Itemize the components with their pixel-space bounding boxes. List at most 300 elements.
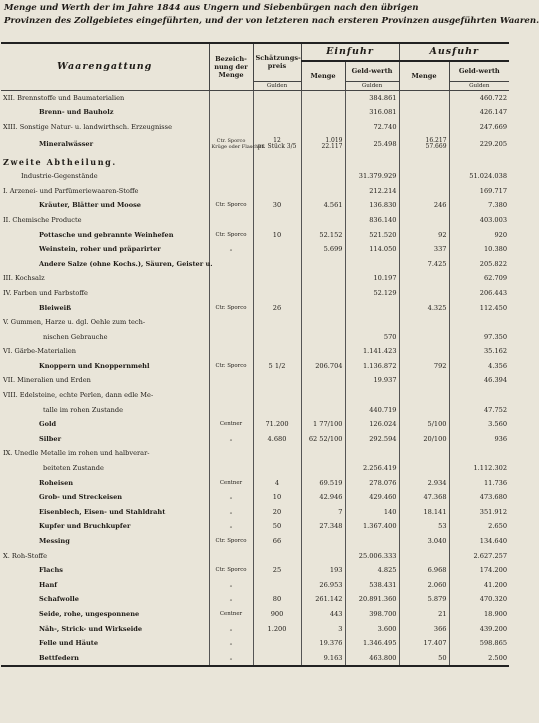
row-import-quantity [301, 213, 345, 228]
row-export-value: 18.900 [449, 607, 509, 622]
row-designation [209, 329, 253, 344]
row-export-value: 920 [449, 227, 509, 242]
row-import-quantity: 69.519 [301, 475, 345, 490]
table-row [1, 183, 509, 198]
goods-table [1, 42, 509, 667]
row-price [253, 169, 301, 184]
row-goods-label: Eisenblech, Eisen- und Stahldraht [39, 507, 166, 516]
row-export-quantity: 92 [399, 227, 449, 242]
row-goods-label: XII. Brennstoffe und Baumaterialien [3, 93, 125, 102]
row-export-value: 62.709 [449, 271, 509, 286]
row-export-quantity: 18.141 [399, 505, 449, 520]
row-goods-name [1, 402, 209, 417]
table-row [1, 388, 509, 403]
row-import-value: 398.700 [345, 607, 399, 622]
row-import-quantity: 4.561 [301, 198, 345, 213]
row-price [253, 446, 301, 461]
row-export-quantity [399, 388, 449, 403]
row-import-quantity [301, 534, 345, 549]
row-export-quantity [399, 213, 449, 228]
table-row [1, 169, 509, 184]
row-designation [209, 461, 253, 476]
row-designation [209, 446, 253, 461]
row-export-value: 97.350 [449, 329, 509, 344]
table-row [1, 373, 509, 388]
row-import-value: 4.825 [345, 563, 399, 578]
row-import-value: 25.498 [345, 134, 399, 154]
table-row [1, 256, 509, 271]
row-goods-label: Brenn- und Bauholz [39, 108, 114, 117]
row-export-value: 174.200 [449, 563, 509, 578]
table-row [1, 359, 509, 374]
row-designation-line: Ctr. Sporco [216, 138, 246, 145]
row-export-quantity [399, 373, 449, 388]
header-designation [209, 43, 253, 90]
row-goods-label: Kupfer und Bruchkupfer [39, 522, 131, 531]
row-export-value [449, 446, 509, 461]
row-goods-label: Bleiweiß [39, 303, 72, 312]
table-row [1, 402, 509, 417]
row-import-value: 20.891.360 [345, 592, 399, 607]
row-goods-label: Hanf [39, 580, 58, 589]
row-designation: „ [209, 592, 253, 607]
row-export-value: 4.356 [449, 359, 509, 374]
row-designation: „ [209, 650, 253, 666]
row-price: 10 [253, 490, 301, 505]
row-import-value: 126.024 [345, 417, 399, 432]
row-goods-label: I. Arzenei- und Parfümeriewaaren-Stoffe [3, 186, 139, 195]
header-import-unit-text: Gulden [361, 82, 383, 89]
row-goods-name [1, 592, 209, 607]
row-designation [209, 169, 253, 184]
table-row [1, 446, 509, 461]
row-export-quantity: 337 [399, 242, 449, 257]
row-export-quantity-line: 16.217 [425, 137, 447, 145]
row-import-quantity [301, 388, 345, 403]
row-goods-name [1, 432, 209, 447]
row-goods-name [1, 227, 209, 242]
row-goods-label: Andere Salze (ohne Kochs.), Säuren, Geister u. [39, 259, 213, 268]
row-price: 4.680 [253, 432, 301, 447]
row-designation [209, 105, 253, 120]
table-body [1, 90, 509, 666]
table-row [1, 621, 509, 636]
row-import-quantity [301, 154, 345, 169]
row-goods-label: Mineralwässer [39, 140, 94, 149]
row-export-quantity: 792 [399, 359, 449, 374]
row-import-value: 3.600 [345, 621, 399, 636]
row-designation [209, 402, 253, 417]
table-row [1, 105, 509, 120]
row-export-quantity [399, 183, 449, 198]
row-import-value: 384.861 [345, 90, 399, 105]
header-export-unit-text: Gulden [469, 82, 490, 89]
row-export-value: 936 [449, 432, 509, 447]
header-import-value [345, 61, 399, 81]
row-designation: „ [209, 621, 253, 636]
row-goods-label: nischen Gebrauche [43, 332, 108, 341]
row-import-quantity [301, 344, 345, 359]
row-import-quantity [301, 120, 345, 135]
row-export-quantity: 20/100 [399, 432, 449, 447]
row-export-value [449, 154, 509, 169]
row-price-line: 12 [273, 137, 281, 145]
row-import-quantity-line: 1.019 [325, 137, 343, 145]
row-import-quantity [301, 169, 345, 184]
header-import-quantity [301, 61, 345, 90]
row-export-value: 439.200 [449, 621, 509, 636]
row-import-value: 31.379.929 [345, 169, 399, 184]
row-goods-name [1, 636, 209, 651]
row-export-value: 7.380 [449, 198, 509, 213]
row-price-line: pr. Stück 3/5 [257, 143, 297, 151]
row-goods-label: V. Gummen, Harze u. dgl. Oehle zum tech- [3, 318, 146, 327]
row-goods-name [1, 650, 209, 666]
row-price [253, 183, 301, 198]
row-import-value [345, 446, 399, 461]
row-import-value: 836.140 [345, 213, 399, 228]
row-goods-label: II. Chemische Producte [3, 215, 82, 224]
row-designation [209, 373, 253, 388]
row-goods-label: Industrie-Gegenstände [21, 172, 98, 181]
row-export-value: 112.450 [449, 300, 509, 315]
row-price [253, 650, 301, 666]
row-import-quantity: 5.699 [301, 242, 345, 257]
row-designation: „ [209, 242, 253, 257]
row-import-quantity [301, 329, 345, 344]
row-goods-name [1, 446, 209, 461]
row-export-value: 205.822 [449, 256, 509, 271]
row-import-value: 570 [345, 329, 399, 344]
row-export-value: 134.640 [449, 534, 509, 549]
row-designation: Ctr. Sporco [209, 563, 253, 578]
row-goods-label: III. Kochsalz [3, 274, 45, 283]
row-export-quantity: 2.934 [399, 475, 449, 490]
row-goods-name [1, 388, 209, 403]
table-row [1, 563, 509, 578]
header-designation-text: Bezeich-nung der Menge [214, 54, 248, 79]
table-row [1, 461, 509, 476]
row-export-value: 3.560 [449, 417, 509, 432]
row-import-value: 140 [345, 505, 399, 520]
row-price [253, 329, 301, 344]
row-export-quantity: 21 [399, 607, 449, 622]
row-goods-name [1, 134, 209, 154]
row-goods-name [1, 169, 209, 184]
row-goods-label: Roheisen [39, 478, 74, 487]
row-price [253, 548, 301, 563]
row-goods-label: Kräuter, Blätter und Moose [39, 201, 141, 210]
header-price-unit [253, 81, 301, 90]
row-import-quantity [301, 183, 345, 198]
row-import-quantity [301, 256, 345, 271]
row-designation: Ctr. Sporco [209, 534, 253, 549]
row-designation: Ctr. Sporco [209, 227, 253, 242]
row-goods-label: Zweite Abtheilung. [3, 156, 117, 167]
row-import-value: 278.076 [345, 475, 399, 490]
row-export-quantity: 4.325 [399, 300, 449, 315]
row-import-quantity: 1 77/100 [301, 417, 345, 432]
row-export-quantity: 5/100 [399, 417, 449, 432]
row-import-value [345, 256, 399, 271]
row-import-quantity [301, 286, 345, 301]
title-line-2: Provinzen des Zollgebietes eingeführten, und der von letzteren nach ersteren Provinzen ausgeführten Waaren. [4, 16, 539, 26]
row-goods-label: VIII. Edelsteine, echte Perlen, dann edle Me- [3, 391, 154, 400]
row-export-quantity: 50 [399, 650, 449, 666]
row-import-value: 114.050 [345, 242, 399, 257]
row-import-value [345, 534, 399, 549]
row-export-quantity [399, 134, 449, 154]
row-goods-label: IV. Farben und Farbstoffe [3, 288, 88, 297]
row-import-quantity [301, 402, 345, 417]
header-import-value-text: Geld-werth [351, 67, 393, 76]
row-export-value: 41.200 [449, 578, 509, 593]
row-designation [209, 154, 253, 169]
row-export-value: 2.500 [449, 650, 509, 666]
row-export-quantity [399, 461, 449, 476]
row-price [253, 90, 301, 105]
header-price-text: Schätzungs-preis [255, 54, 301, 71]
row-export-quantity: 47.368 [399, 490, 449, 505]
row-designation-line: Krüge oder Flaschen [211, 144, 265, 151]
row-goods-name [1, 154, 209, 169]
header-price [253, 43, 301, 81]
row-export-quantity: 53 [399, 519, 449, 534]
row-export-quantity [399, 271, 449, 286]
row-export-value: 470.320 [449, 592, 509, 607]
row-import-value [345, 154, 399, 169]
title-line-1: Menge und Werth der im Jahre 1844 aus Ungern und Siebenbürgen nach den übrigen [4, 3, 419, 13]
row-export-value: 229.205 [449, 134, 509, 154]
header-export-unit [449, 81, 509, 90]
row-goods-name [1, 242, 209, 257]
row-export-quantity: 3.040 [399, 534, 449, 549]
row-designation: „ [209, 636, 253, 651]
row-export-quantity: 246 [399, 198, 449, 213]
row-export-quantity: 6.968 [399, 563, 449, 578]
row-import-quantity [301, 373, 345, 388]
row-import-quantity: 42.946 [301, 490, 345, 505]
row-goods-name [1, 300, 209, 315]
row-price: 900 [253, 607, 301, 622]
row-goods-name [1, 490, 209, 505]
row-goods-label: VII. Mineralien und Erden [3, 376, 91, 385]
row-price: 80 [253, 592, 301, 607]
row-import-quantity [301, 105, 345, 120]
row-export-value: 247.669 [449, 120, 509, 135]
row-goods-name [1, 461, 209, 476]
row-import-quantity [301, 271, 345, 286]
row-export-quantity [399, 90, 449, 105]
row-price [253, 213, 301, 228]
row-price [253, 120, 301, 135]
row-price: 71.200 [253, 417, 301, 432]
row-goods-label: Felle und Häute [39, 639, 99, 648]
row-export-value: 460.722 [449, 90, 509, 105]
row-import-value: 212.214 [345, 183, 399, 198]
row-export-quantity [399, 105, 449, 120]
row-goods-name [1, 105, 209, 120]
row-import-quantity: 7 [301, 505, 345, 520]
row-import-value: 136.830 [345, 198, 399, 213]
row-price [253, 242, 301, 257]
row-goods-name [1, 607, 209, 622]
row-price [253, 134, 301, 154]
table-row [1, 344, 509, 359]
row-export-quantity-line: 57.669 [425, 143, 447, 151]
row-goods-label: Silber [39, 434, 62, 443]
table-row [1, 154, 509, 169]
row-designation [209, 315, 253, 330]
row-goods-label: beiteten Zustande [43, 464, 104, 473]
row-import-value: 538.431 [345, 578, 399, 593]
row-import-quantity [301, 90, 345, 105]
row-export-quantity: 2.060 [399, 578, 449, 593]
row-import-value: 2.256.419 [345, 461, 399, 476]
table-row [1, 213, 509, 228]
row-price [253, 388, 301, 403]
row-price: 1.200 [253, 621, 301, 636]
header-export [399, 43, 509, 61]
table-row [1, 578, 509, 593]
row-export-quantity: 5.879 [399, 592, 449, 607]
row-export-value [449, 388, 509, 403]
row-price: 26 [253, 300, 301, 315]
row-price [253, 461, 301, 476]
row-designation: Ctr. Sporco [209, 198, 253, 213]
row-import-value: 1.346.495 [345, 636, 399, 651]
row-goods-name [1, 286, 209, 301]
row-import-value [345, 300, 399, 315]
table-row [1, 432, 509, 447]
row-goods-name [1, 359, 209, 374]
row-goods-name [1, 271, 209, 286]
row-goods-name [1, 475, 209, 490]
row-export-value: 206.443 [449, 286, 509, 301]
row-goods-label: Bettfedern [39, 653, 79, 662]
row-export-value: 10.380 [449, 242, 509, 257]
row-import-quantity-line: 22.117 [321, 143, 343, 151]
row-import-quantity: 27.348 [301, 519, 345, 534]
row-export-quantity [399, 329, 449, 344]
row-goods-name [1, 519, 209, 534]
header-price-unit-text: Gulden [266, 82, 288, 89]
table-row [1, 519, 509, 534]
table-row [1, 505, 509, 520]
row-goods-label: Schafwolle [39, 595, 79, 604]
row-export-value: 598.865 [449, 636, 509, 651]
header-export-quantity [399, 61, 449, 90]
header-export-value [449, 61, 509, 81]
row-goods-name [1, 213, 209, 228]
row-export-value: 2.650 [449, 519, 509, 534]
row-export-quantity [399, 120, 449, 135]
row-goods-name [1, 548, 209, 563]
row-export-value: 47.752 [449, 402, 509, 417]
row-export-quantity [399, 286, 449, 301]
row-import-quantity [301, 300, 345, 315]
row-goods-label: XIII. Sonstige Natur- u. landwirthsch. Erzeugnisse [3, 122, 172, 131]
row-goods-label: Flachs [39, 566, 63, 575]
row-import-quantity: 62 52/100 [301, 432, 345, 447]
row-goods-name [1, 505, 209, 520]
row-export-quantity [399, 402, 449, 417]
header-goods [1, 43, 209, 90]
table-row [1, 134, 509, 154]
row-goods-name [1, 621, 209, 636]
row-import-value: 25.006.333 [345, 548, 399, 563]
row-goods-name [1, 373, 209, 388]
row-import-value: 429.460 [345, 490, 399, 505]
row-import-value: 316.081 [345, 105, 399, 120]
row-import-quantity: 9.163 [301, 650, 345, 666]
row-price [253, 256, 301, 271]
row-goods-name [1, 329, 209, 344]
row-goods-label: Näh-, Strick- und Wirkseide [39, 624, 143, 633]
row-designation [209, 344, 253, 359]
table-row [1, 198, 509, 213]
table-row [1, 490, 509, 505]
row-price [253, 402, 301, 417]
row-goods-name [1, 120, 209, 135]
row-export-quantity [399, 154, 449, 169]
row-goods-name [1, 256, 213, 271]
row-import-quantity [301, 446, 345, 461]
header-import-quantity-text: Menge [310, 71, 336, 80]
row-goods-label: Grob- und Streckeisen [39, 493, 123, 502]
table-row [1, 120, 509, 135]
table-row [1, 607, 509, 622]
row-export-value: 2.627.257 [449, 548, 509, 563]
row-export-value: 351.912 [449, 505, 509, 520]
row-goods-label: Gold [39, 420, 57, 429]
row-designation: Centner [209, 475, 253, 490]
row-price: 5 1/2 [253, 359, 301, 374]
header-export-text: Ausfuhr [429, 46, 480, 57]
row-import-quantity [301, 548, 345, 563]
table-row [1, 592, 509, 607]
row-designation: Ctr. Sporco [209, 359, 253, 374]
row-designation [209, 90, 253, 105]
row-designation: „ [209, 578, 253, 593]
table-row [1, 271, 509, 286]
row-price: 25 [253, 563, 301, 578]
row-export-quantity [399, 169, 449, 184]
row-import-value [345, 388, 399, 403]
row-goods-label: Knoppern und Knoppernmehl [39, 361, 150, 370]
row-export-quantity [399, 446, 449, 461]
row-goods-label: Pottasche und gebrannte Weinhefen [39, 230, 174, 239]
row-export-value [449, 315, 509, 330]
row-goods-name [1, 90, 209, 105]
row-goods-label: X. Roh-Stoffe [3, 551, 48, 560]
row-import-value: 463.800 [345, 650, 399, 666]
row-export-value: 426.147 [449, 105, 509, 120]
row-price [253, 315, 301, 330]
row-price: 4 [253, 475, 301, 490]
row-import-quantity [301, 461, 345, 476]
row-price [253, 105, 301, 120]
table-row [1, 242, 509, 257]
row-import-value: 72.740 [345, 120, 399, 135]
row-goods-name [1, 315, 209, 330]
page-title [4, 2, 539, 28]
row-price [253, 344, 301, 359]
row-import-quantity: 26.953 [301, 578, 345, 593]
header-import [301, 43, 399, 61]
row-price: 30 [253, 198, 301, 213]
row-export-value: 35.162 [449, 344, 509, 359]
